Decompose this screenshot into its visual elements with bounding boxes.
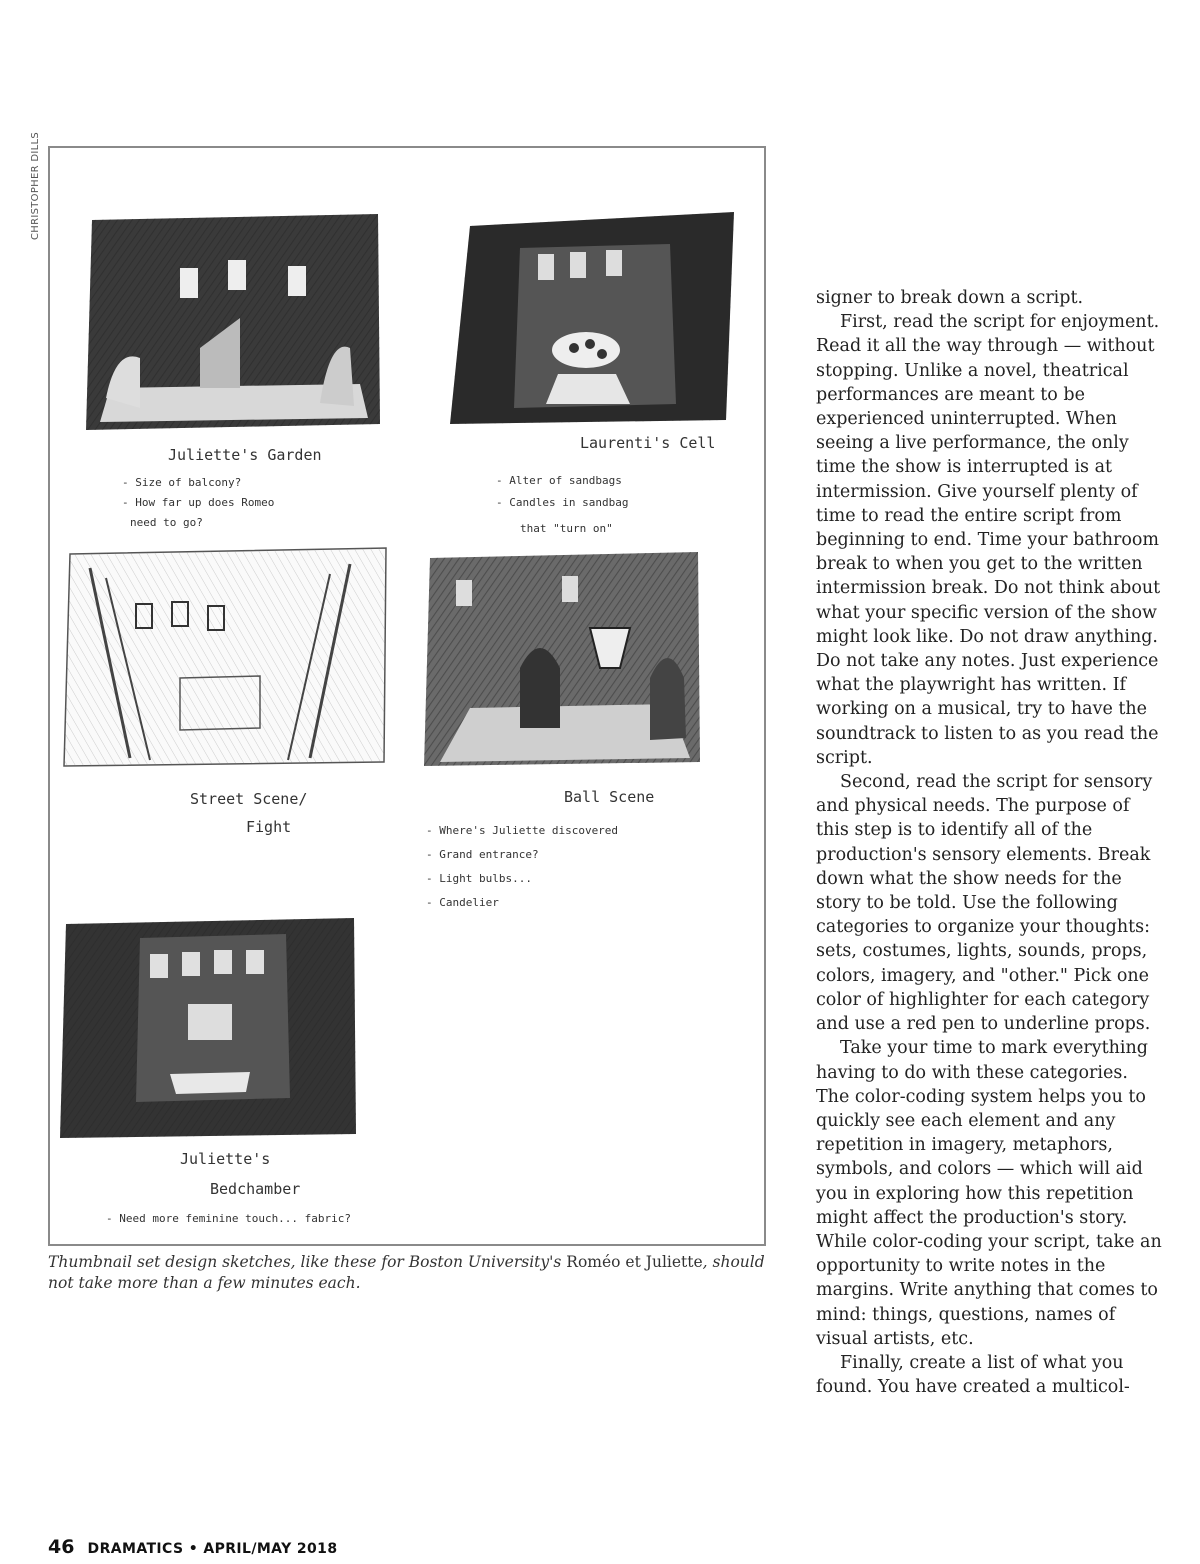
body-paragraph: Second, read the script for sensory and physical needs. The purpose of this step is to identify all of the production's sensory elements. Break down what the show needs for the story to be told. Use the following categories to organize your thoughts: sets, costumes, lights, sounds, props, colors, imagery, and "other." Pick one color of highlighter for each category and use a red pen to underline props.	[816, 772, 1153, 1035]
sketch-note: - Candles in sandbag	[496, 496, 629, 509]
sketch-laurentis-cell	[450, 212, 734, 535]
sketch-figure	[48, 146, 766, 1246]
sketch-subtitle: Bedchamber	[210, 1180, 301, 1198]
sketch-subtitle: Fight	[246, 818, 292, 836]
body-paragraph: signer to break down a script.	[816, 288, 1084, 308]
sketch-note: - Light bulbs...	[426, 872, 532, 885]
sketch-juliettes-garden	[86, 214, 380, 529]
caption-text: Thumbnail set design sketches, like these for Boston University's	[48, 1253, 567, 1271]
page-footer	[48, 1536, 337, 1558]
sketch-note: - How far up does Romeo	[122, 496, 275, 509]
photo-credit: CHRISTOPHER DILLS	[30, 132, 41, 240]
sketch-street-scene	[64, 548, 386, 836]
body-paragraph: First, read the script for enjoyment. Read it all the way through — without stopping. Unlike a novel, theatrical performances are meant to be experienced uninterrupted. When seeing a live performance, the only time the show is interrupted is at intermission. Give yourself plenty of time to read the entire script from beginning to end. Time your bathroom break to when you get to the written intermission break. Do not think about what your specific version of the show might look like. Do not draw anything. Do not take any notes. Just experience what the playwright has written. If working on a musical, try to have the soundtrack to listen to as you read the script.	[816, 312, 1161, 768]
magazine-issue: DRAMATICS • APRIL/MAY 2018	[87, 1541, 338, 1557]
caption-production-title: Roméo et Juliette	[566, 1253, 703, 1271]
sketch-note: need to go?	[130, 516, 203, 529]
sketch-note: - Grand entrance?	[426, 848, 539, 861]
body-paragraph: Take your time to mark everything having to do with these categories. The color-coding system helps you to quickly see each element and any repetition in imagery, metaphors, symbols, and colors — which will aid you in exploring how this repetition might affect the production's story. While color-coding your script, take an opportunity to write notes in the margins. Write anything that comes to mind: things, questions, names of visual artists, etc.	[816, 1038, 1162, 1349]
sketch-juliettes-bedchamber	[60, 918, 356, 1225]
sketch-note: - Alter of sandbags	[496, 474, 622, 487]
sketch-title: Street Scene/	[190, 790, 308, 808]
sketch-note: - Candelier	[426, 896, 499, 909]
caption-text: , should not take more than a few minutes each.	[48, 1253, 765, 1292]
figure-caption	[48, 1252, 768, 1294]
sketch-title: Juliette's Garden	[168, 446, 322, 464]
sketch-title: Juliette's	[180, 1150, 271, 1168]
article-body	[816, 286, 1164, 1399]
sketch-ball-scene	[424, 552, 700, 909]
page-number: 46	[48, 1536, 75, 1558]
sketch-note: that "turn on"	[520, 522, 613, 535]
sketch-title: Ball Scene	[564, 788, 655, 806]
sketch-note: - Size of balcony?	[122, 476, 242, 489]
sketch-note: - Need more feminine touch... fabric?	[106, 1212, 352, 1225]
body-paragraph: Finally, create a list of what you found. You have created a multicol-	[816, 1352, 1130, 1398]
sketch-title: Laurenti's Cell	[580, 434, 716, 452]
sketch-note: - Where's Juliette discovered	[426, 824, 619, 837]
